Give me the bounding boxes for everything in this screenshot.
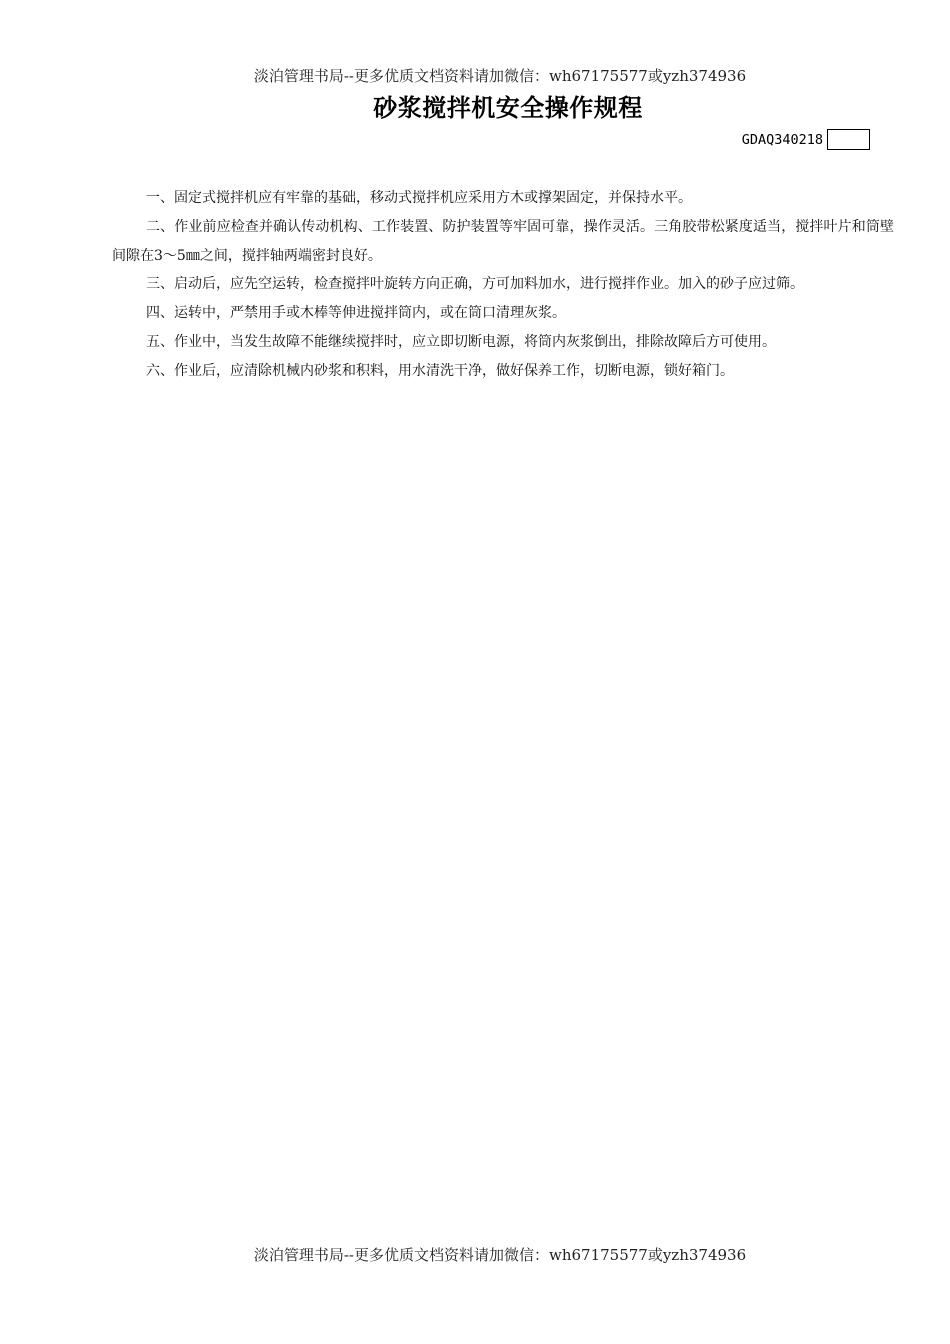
- document-code-box: [827, 129, 870, 150]
- document-title: 砂浆搅拌机安全操作规程: [373, 94, 643, 122]
- document-body: [112, 184, 894, 386]
- rule-item-6: 六、作业后，应清除机械内砂浆和积料，用水清洗干净，做好保养工作，切断电源，锁好箱门。: [146, 362, 734, 379]
- rule-item-1: 一、固定式搅拌机应有牢靠的基础，移动式搅拌机应采用方木或撑架固定，并保持水平。: [146, 190, 692, 206]
- rule-item-3: 三、启动后，应先空运转，检查搅拌叶旋转方向正确，方可加料加水，进行搅拌作业。加入的砂子应过筛。: [146, 276, 804, 293]
- rule-item-2: 二、作业前应检查并确认传动机构、工作装置、防护装置等牢固可靠，操作灵活。三角胶带松紧度适当，搅拌叶片和筒壁间隙在3～5㎜之间，搅拌轴两端密封良好。: [112, 218, 894, 264]
- rule-item-4: 四、运转中，严禁用手或木棒等伸进搅拌筒内，或在筒口清理灰浆。: [146, 305, 566, 322]
- document-code: GDAQ340218: [741, 131, 823, 148]
- document-code-row: [742, 128, 870, 151]
- footer-watermark-note: 淡泊管理书局--更多优质文档资料请加微信：wh67175577或yzh374936: [253, 1246, 747, 1264]
- rule-item-5: 五、作业中，当发生故障不能继续搅拌时，应立即切断电源，将筒内灰浆倒出，排除故障后方可使用。: [146, 333, 776, 350]
- header-watermark-note: 淡泊管理书局--更多优质文档资料请加微信：wh67175577或yzh374936: [253, 67, 747, 85]
